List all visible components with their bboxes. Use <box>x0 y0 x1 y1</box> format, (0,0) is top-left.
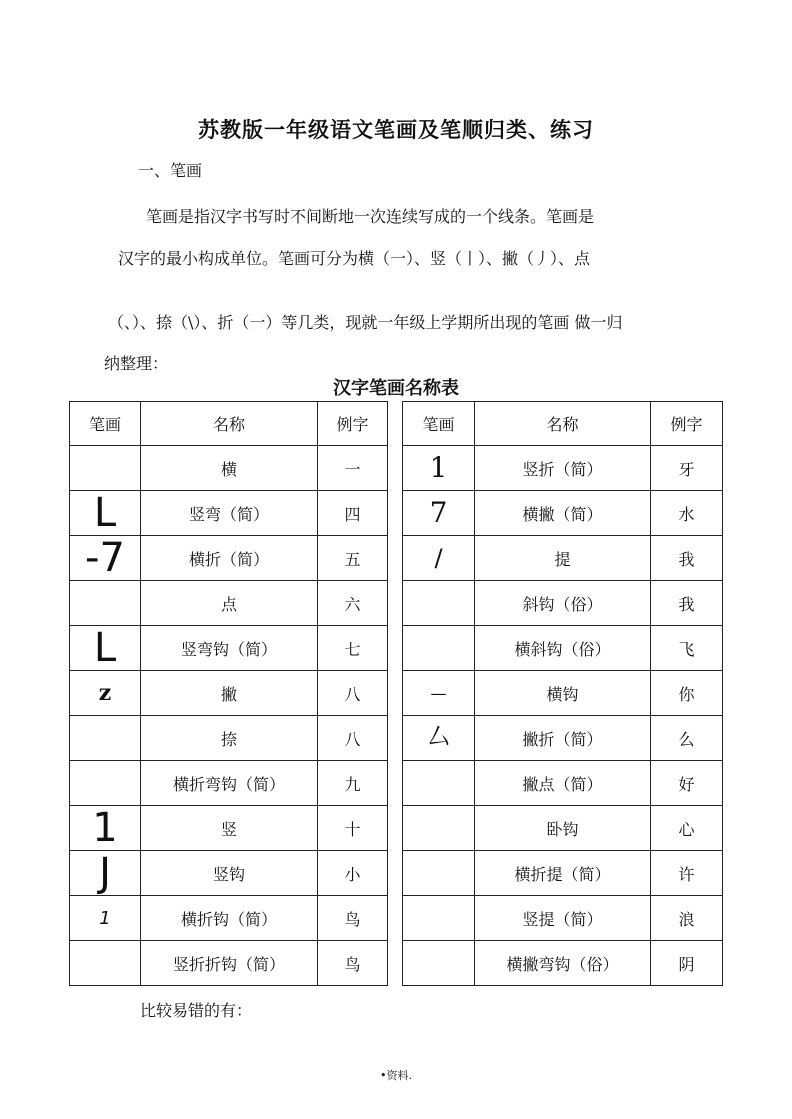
stroke-glyph: z <box>98 680 112 706</box>
column-gap <box>388 626 403 671</box>
paragraph-line-4: 纳整理： <box>104 354 169 373</box>
table-title: 汉字笔画名称表 <box>333 378 459 399</box>
stroke-cell-right <box>403 941 475 986</box>
stroke-cell-right <box>403 851 475 896</box>
example-cell: 七 <box>318 626 388 671</box>
column-gap <box>388 491 403 536</box>
name-cell-right: 斜钩（俗） <box>475 581 651 626</box>
table-row <box>70 806 723 851</box>
name-cell-right: 提 <box>475 536 651 581</box>
stroke-glyph: — <box>430 683 447 703</box>
stroke-glyph: / <box>434 544 443 572</box>
example-cell-right: 心 <box>651 806 723 851</box>
name-cell: 点 <box>141 581 318 626</box>
section-heading: 一、笔画 <box>138 161 203 180</box>
table-row <box>70 761 723 806</box>
name-cell-right: 横钩 <box>475 671 651 716</box>
table-row <box>70 896 723 941</box>
example-cell-right: 你 <box>651 671 723 716</box>
stroke-cell <box>70 536 141 581</box>
example-cell: 六 <box>318 581 388 626</box>
example-cell-right: 么 <box>651 716 723 761</box>
stroke-cell-right <box>403 671 475 716</box>
name-cell-right: 撇点（简） <box>475 761 651 806</box>
column-gap <box>388 402 403 446</box>
name-cell-right: 撇折（简） <box>475 716 651 761</box>
name-cell: 竖折折钩（简） <box>141 941 318 986</box>
page-footer: •资料. <box>380 1069 412 1082</box>
name-cell: 竖 <box>141 806 318 851</box>
example-cell: 八 <box>318 716 388 761</box>
example-cell-right: 许 <box>651 851 723 896</box>
example-cell-right: 牙 <box>651 446 723 491</box>
stroke-cell <box>70 671 141 716</box>
example-cell-right: 浪 <box>651 896 723 941</box>
example-cell-right: 飞 <box>651 626 723 671</box>
example-cell-right: 我 <box>651 536 723 581</box>
stroke-cell <box>70 626 141 671</box>
header-name: 名称 <box>141 402 318 446</box>
stroke-cell <box>70 581 141 626</box>
header-example: 例字 <box>318 402 388 446</box>
paragraph-line-1: 笔画是指汉字书写时不间断地一次连续写成的一个线条。笔画是 <box>146 207 595 226</box>
table-row <box>70 626 723 671</box>
stroke-cell-right <box>403 491 475 536</box>
example-cell: 八 <box>318 671 388 716</box>
column-gap <box>388 536 403 581</box>
stroke-cell <box>70 806 141 851</box>
column-gap <box>388 941 403 986</box>
name-cell-right: 横折提（简） <box>475 851 651 896</box>
stroke-cell <box>70 941 141 986</box>
table-row <box>70 536 723 581</box>
name-cell-right: 横斜钩（俗） <box>475 626 651 671</box>
stroke-cell-right <box>403 806 475 851</box>
column-gap <box>388 671 403 716</box>
name-cell-right: 竖折（简） <box>475 446 651 491</box>
header-stroke: 笔画 <box>70 402 141 446</box>
column-gap <box>388 581 403 626</box>
table-row <box>70 446 723 491</box>
table-row <box>70 716 723 761</box>
stroke-glyph: 1 <box>92 805 118 851</box>
example-cell-right: 我 <box>651 581 723 626</box>
name-cell: 竖弯钩（简） <box>141 626 318 671</box>
stroke-cell-right <box>403 761 475 806</box>
stroke-cell <box>70 851 141 896</box>
example-cell: 小 <box>318 851 388 896</box>
name-cell: 竖弯（简） <box>141 491 318 536</box>
name-cell: 横折（简） <box>141 536 318 581</box>
name-cell: 横折钩（简） <box>141 896 318 941</box>
table-row <box>70 941 723 986</box>
example-cell: 四 <box>318 491 388 536</box>
name-cell: 横 <box>141 446 318 491</box>
stroke-glyph: 1 <box>99 907 111 929</box>
example-cell: 九 <box>318 761 388 806</box>
column-gap <box>388 716 403 761</box>
stroke-glyph: 厶 <box>427 725 450 750</box>
stroke-name-table <box>69 401 723 986</box>
column-gap <box>388 851 403 896</box>
column-gap <box>388 896 403 941</box>
header-example-right: 例字 <box>651 402 723 446</box>
stroke-cell <box>70 491 141 536</box>
column-gap <box>388 806 403 851</box>
stroke-glyph: L <box>93 625 117 671</box>
name-cell-right: 横撇弯钩（俗） <box>475 941 651 986</box>
example-cell-right: 好 <box>651 761 723 806</box>
column-gap <box>388 446 403 491</box>
header-stroke-right: 笔画 <box>403 402 475 446</box>
stroke-cell <box>70 761 141 806</box>
example-cell-right: 水 <box>651 491 723 536</box>
table-row <box>70 491 723 536</box>
table-row <box>70 671 723 716</box>
after-table-text: 比较易错的有： <box>140 1001 253 1020</box>
stroke-cell <box>70 896 141 941</box>
name-cell: 竖钩 <box>141 851 318 896</box>
stroke-cell-right <box>403 536 475 581</box>
table-header-row <box>70 402 723 446</box>
table-row <box>70 581 723 626</box>
stroke-cell <box>70 446 141 491</box>
name-cell-right: 横撇（简） <box>475 491 651 536</box>
name-cell-right: 卧钩 <box>475 806 651 851</box>
name-cell: 捺 <box>141 716 318 761</box>
example-cell: 鸟 <box>318 941 388 986</box>
stroke-cell-right <box>403 626 475 671</box>
example-cell-right: 阴 <box>651 941 723 986</box>
stroke-glyph: 1 <box>429 451 448 484</box>
stroke-cell-right <box>403 716 475 761</box>
document-title: 苏教版一年级语文笔画及笔顺归类、练习 <box>198 117 594 142</box>
stroke-glyph: J <box>99 850 111 896</box>
example-cell: 鸟 <box>318 896 388 941</box>
name-cell-right: 竖提（简） <box>475 896 651 941</box>
stroke-glyph: -7 <box>85 535 125 581</box>
name-cell: 撇 <box>141 671 318 716</box>
name-cell: 横折弯钩（简） <box>141 761 318 806</box>
table-row <box>70 851 723 896</box>
paragraph-line-2: 汉字的最小构成单位。笔画可分为横（一）、竖（丨）、撇（丿）、点 <box>118 249 591 268</box>
stroke-cell-right <box>403 581 475 626</box>
paragraph-line-3: （、）、捺（\）、折（一）等几类，现就一年级上学期所出现的笔画 做一归 <box>108 313 623 332</box>
stroke-cell <box>70 716 141 761</box>
stroke-cell-right <box>403 446 475 491</box>
example-cell: 一 <box>318 446 388 491</box>
stroke-glyph: 7 <box>429 496 448 529</box>
header-name-right: 名称 <box>475 402 651 446</box>
example-cell: 十 <box>318 806 388 851</box>
column-gap <box>388 761 403 806</box>
example-cell: 五 <box>318 536 388 581</box>
stroke-cell-right <box>403 896 475 941</box>
stroke-glyph: L <box>93 490 117 536</box>
